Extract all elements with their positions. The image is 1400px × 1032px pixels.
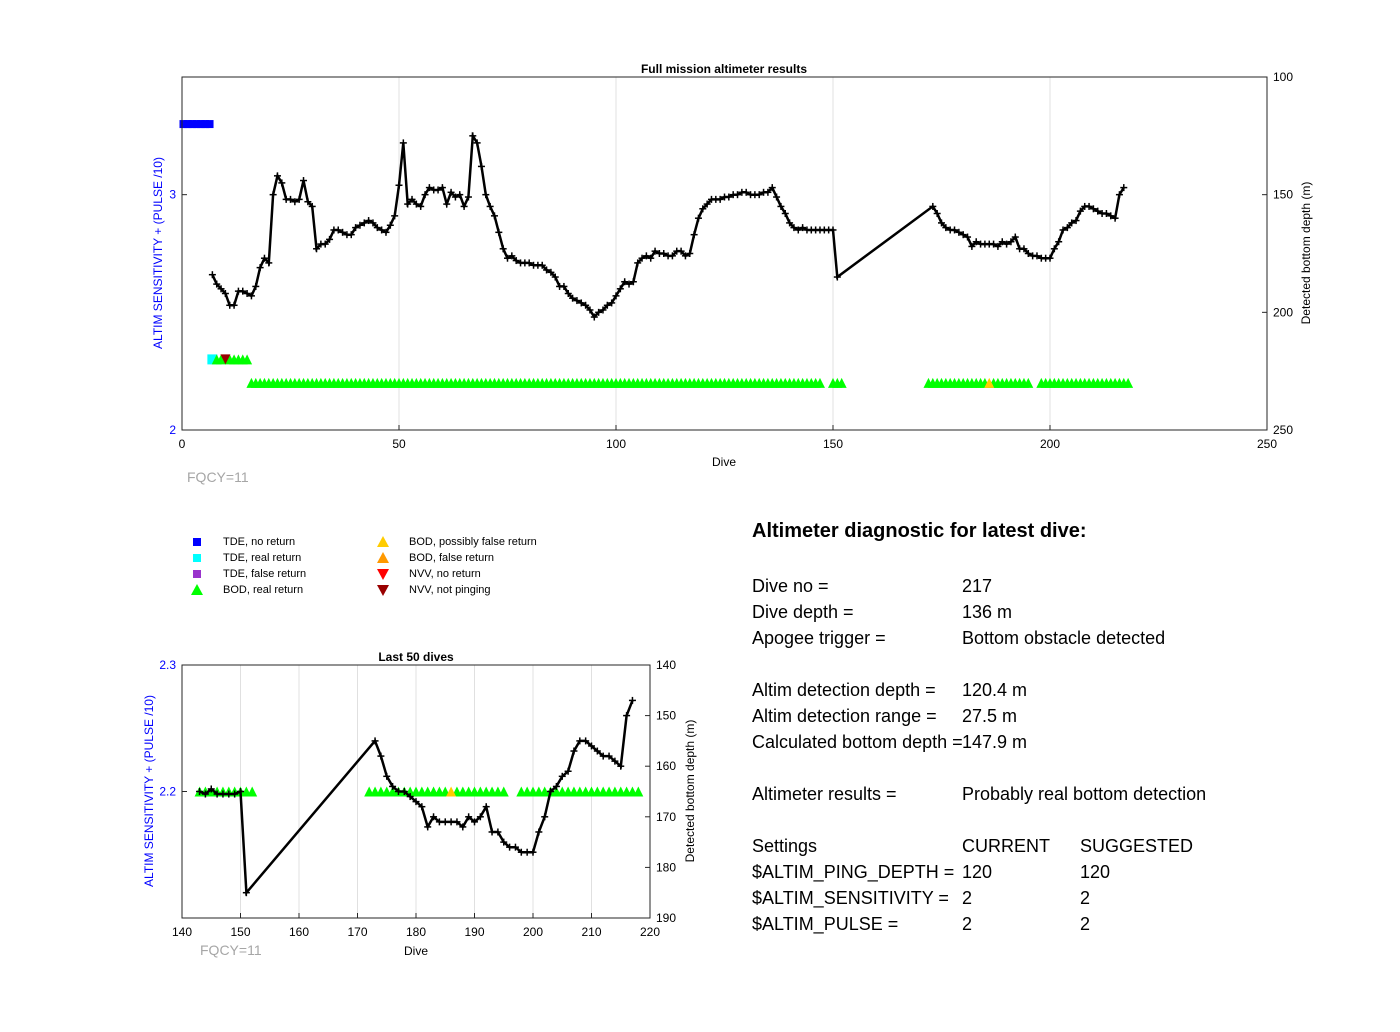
altim-range-value: 27.5 m bbox=[962, 706, 1018, 726]
left-tick-label: 2.2 bbox=[159, 784, 176, 799]
main-x-axis-label: Dive bbox=[711, 455, 737, 469]
legend bbox=[185, 535, 605, 605]
main-right-axis-label: Detected bottom depth (m) bbox=[1299, 181, 1313, 325]
legend-symbol-icon bbox=[185, 551, 209, 565]
settings-header-row: Settings CURRENT SUGGESTED bbox=[752, 836, 1194, 856]
right-tick-label: 190 bbox=[656, 911, 677, 925]
main-chart-title: Full mission altimeter results bbox=[640, 62, 808, 76]
inset-chart-title: Last 50 dives bbox=[378, 650, 454, 664]
legend-item bbox=[371, 551, 494, 565]
x-tick-label: 100 bbox=[605, 437, 627, 451]
x-tick-label: 180 bbox=[405, 925, 427, 939]
right-tick-label: 150 bbox=[656, 708, 677, 723]
dive-no-row: Dive no = 217 bbox=[752, 573, 1372, 599]
x-tick-label: 150 bbox=[822, 437, 844, 451]
x-tick-label: 190 bbox=[464, 925, 485, 939]
main-plot-area bbox=[182, 77, 1267, 430]
x-tick-label: 220 bbox=[639, 925, 661, 939]
legend-symbol-icon bbox=[371, 535, 395, 549]
legend-symbol-icon bbox=[185, 535, 209, 549]
right-tick-label: 180 bbox=[656, 860, 677, 875]
legend-symbol-icon bbox=[371, 567, 395, 581]
right-tick-label: 250 bbox=[1273, 423, 1294, 437]
legend-item bbox=[185, 551, 301, 565]
setting-row: $ALTIM_PULSE = 2 2 bbox=[752, 914, 1091, 934]
x-tick-label: 150 bbox=[230, 925, 251, 939]
right-tick-label: 160 bbox=[656, 759, 677, 774]
altim-range-row: Altim detection range = 27.5 m bbox=[752, 703, 1372, 729]
left-tick-label: 3 bbox=[169, 187, 176, 202]
x-tick-label: 50 bbox=[392, 437, 406, 451]
inset-left-axis-label: ALTIM SENSITIVITY + (PULSE /10) bbox=[142, 695, 156, 887]
right-tick-label: 170 bbox=[656, 809, 677, 824]
apogee-row: Apogee trigger = Bottom obstacle detected bbox=[752, 625, 1372, 651]
x-tick-label: 170 bbox=[347, 925, 368, 939]
legend-item bbox=[185, 583, 303, 597]
x-tick-label: 250 bbox=[1256, 437, 1278, 451]
legend-item bbox=[185, 535, 295, 549]
right-tick-label: 150 bbox=[1273, 187, 1294, 202]
legend-symbol-icon bbox=[185, 583, 209, 597]
main-frequency-label: FQCY=11 bbox=[187, 469, 249, 485]
calc-depth-value: 147.9 m bbox=[962, 732, 1028, 752]
right-tick-label: 140 bbox=[656, 658, 677, 672]
inset-x-axis-label: Dive bbox=[403, 944, 429, 958]
legend-label: BOD, possibly false return bbox=[409, 536, 537, 548]
legend-symbol-icon bbox=[371, 551, 395, 565]
calc-depth-row: Calculated bottom depth = 147.9 m bbox=[752, 729, 1372, 755]
diagnostic-title: Altimeter diagnostic for latest dive: bbox=[752, 520, 1087, 542]
legend-label: TDE, no return bbox=[223, 536, 296, 548]
legend-label: TDE, false return bbox=[223, 568, 307, 580]
setting-row: $ALTIM_PING_DEPTH = 120 120 bbox=[752, 862, 1111, 882]
legend-item bbox=[371, 567, 481, 581]
results-value: Probably real bottom detection bbox=[962, 784, 1207, 804]
x-tick-label: 210 bbox=[581, 925, 602, 939]
inset-right-axis-label: Detected bottom depth (m) bbox=[683, 719, 697, 863]
results-row: Altimeter results = Probably real bottom detection bbox=[752, 781, 1372, 807]
setting-row: $ALTIM_SENSITIVITY = 2 2 bbox=[752, 888, 1091, 908]
legend-label: NVV, no return bbox=[409, 568, 481, 580]
altim-depth-row: Altim detection depth = 120.4 m bbox=[752, 677, 1372, 703]
diagnostic-panel bbox=[752, 520, 1372, 937]
legend-label: BOD, real return bbox=[223, 584, 304, 596]
dive-depth-row: Dive depth = 136 m bbox=[752, 599, 1372, 625]
dive-depth-value: 136 m bbox=[962, 602, 1013, 622]
legend-symbol-icon bbox=[185, 567, 209, 581]
dive-no-value: 217 bbox=[962, 576, 993, 596]
legend-label: NVV, not pinging bbox=[409, 584, 491, 596]
x-tick-label: 200 bbox=[1039, 437, 1061, 451]
legend-symbol-icon bbox=[371, 583, 395, 597]
legend-label: BOD, false return bbox=[409, 552, 494, 564]
x-tick-label: 160 bbox=[288, 925, 310, 939]
altim-depth-value: 120.4 m bbox=[962, 680, 1028, 700]
legend-item bbox=[371, 583, 491, 597]
legend-item bbox=[371, 535, 537, 549]
legend-item bbox=[185, 567, 306, 581]
left-tick-label: 2.3 bbox=[159, 658, 176, 672]
inset-frequency-label: FQCY=11 bbox=[200, 942, 262, 958]
x-tick-label: 140 bbox=[171, 925, 193, 939]
left-tick-label: 2 bbox=[169, 423, 176, 437]
right-tick-label: 200 bbox=[1273, 305, 1294, 320]
x-tick-label: 200 bbox=[522, 925, 544, 939]
x-tick-label: 0 bbox=[178, 437, 186, 451]
tde-no-return-marker bbox=[206, 120, 214, 128]
legend-label: TDE, real return bbox=[223, 552, 302, 564]
main-left-axis-label: ALTIM SENSITIVITY + (PULSE /10) bbox=[151, 157, 165, 349]
apogee-value: Bottom obstacle detected bbox=[962, 628, 1166, 648]
right-tick-label: 100 bbox=[1273, 70, 1294, 84]
